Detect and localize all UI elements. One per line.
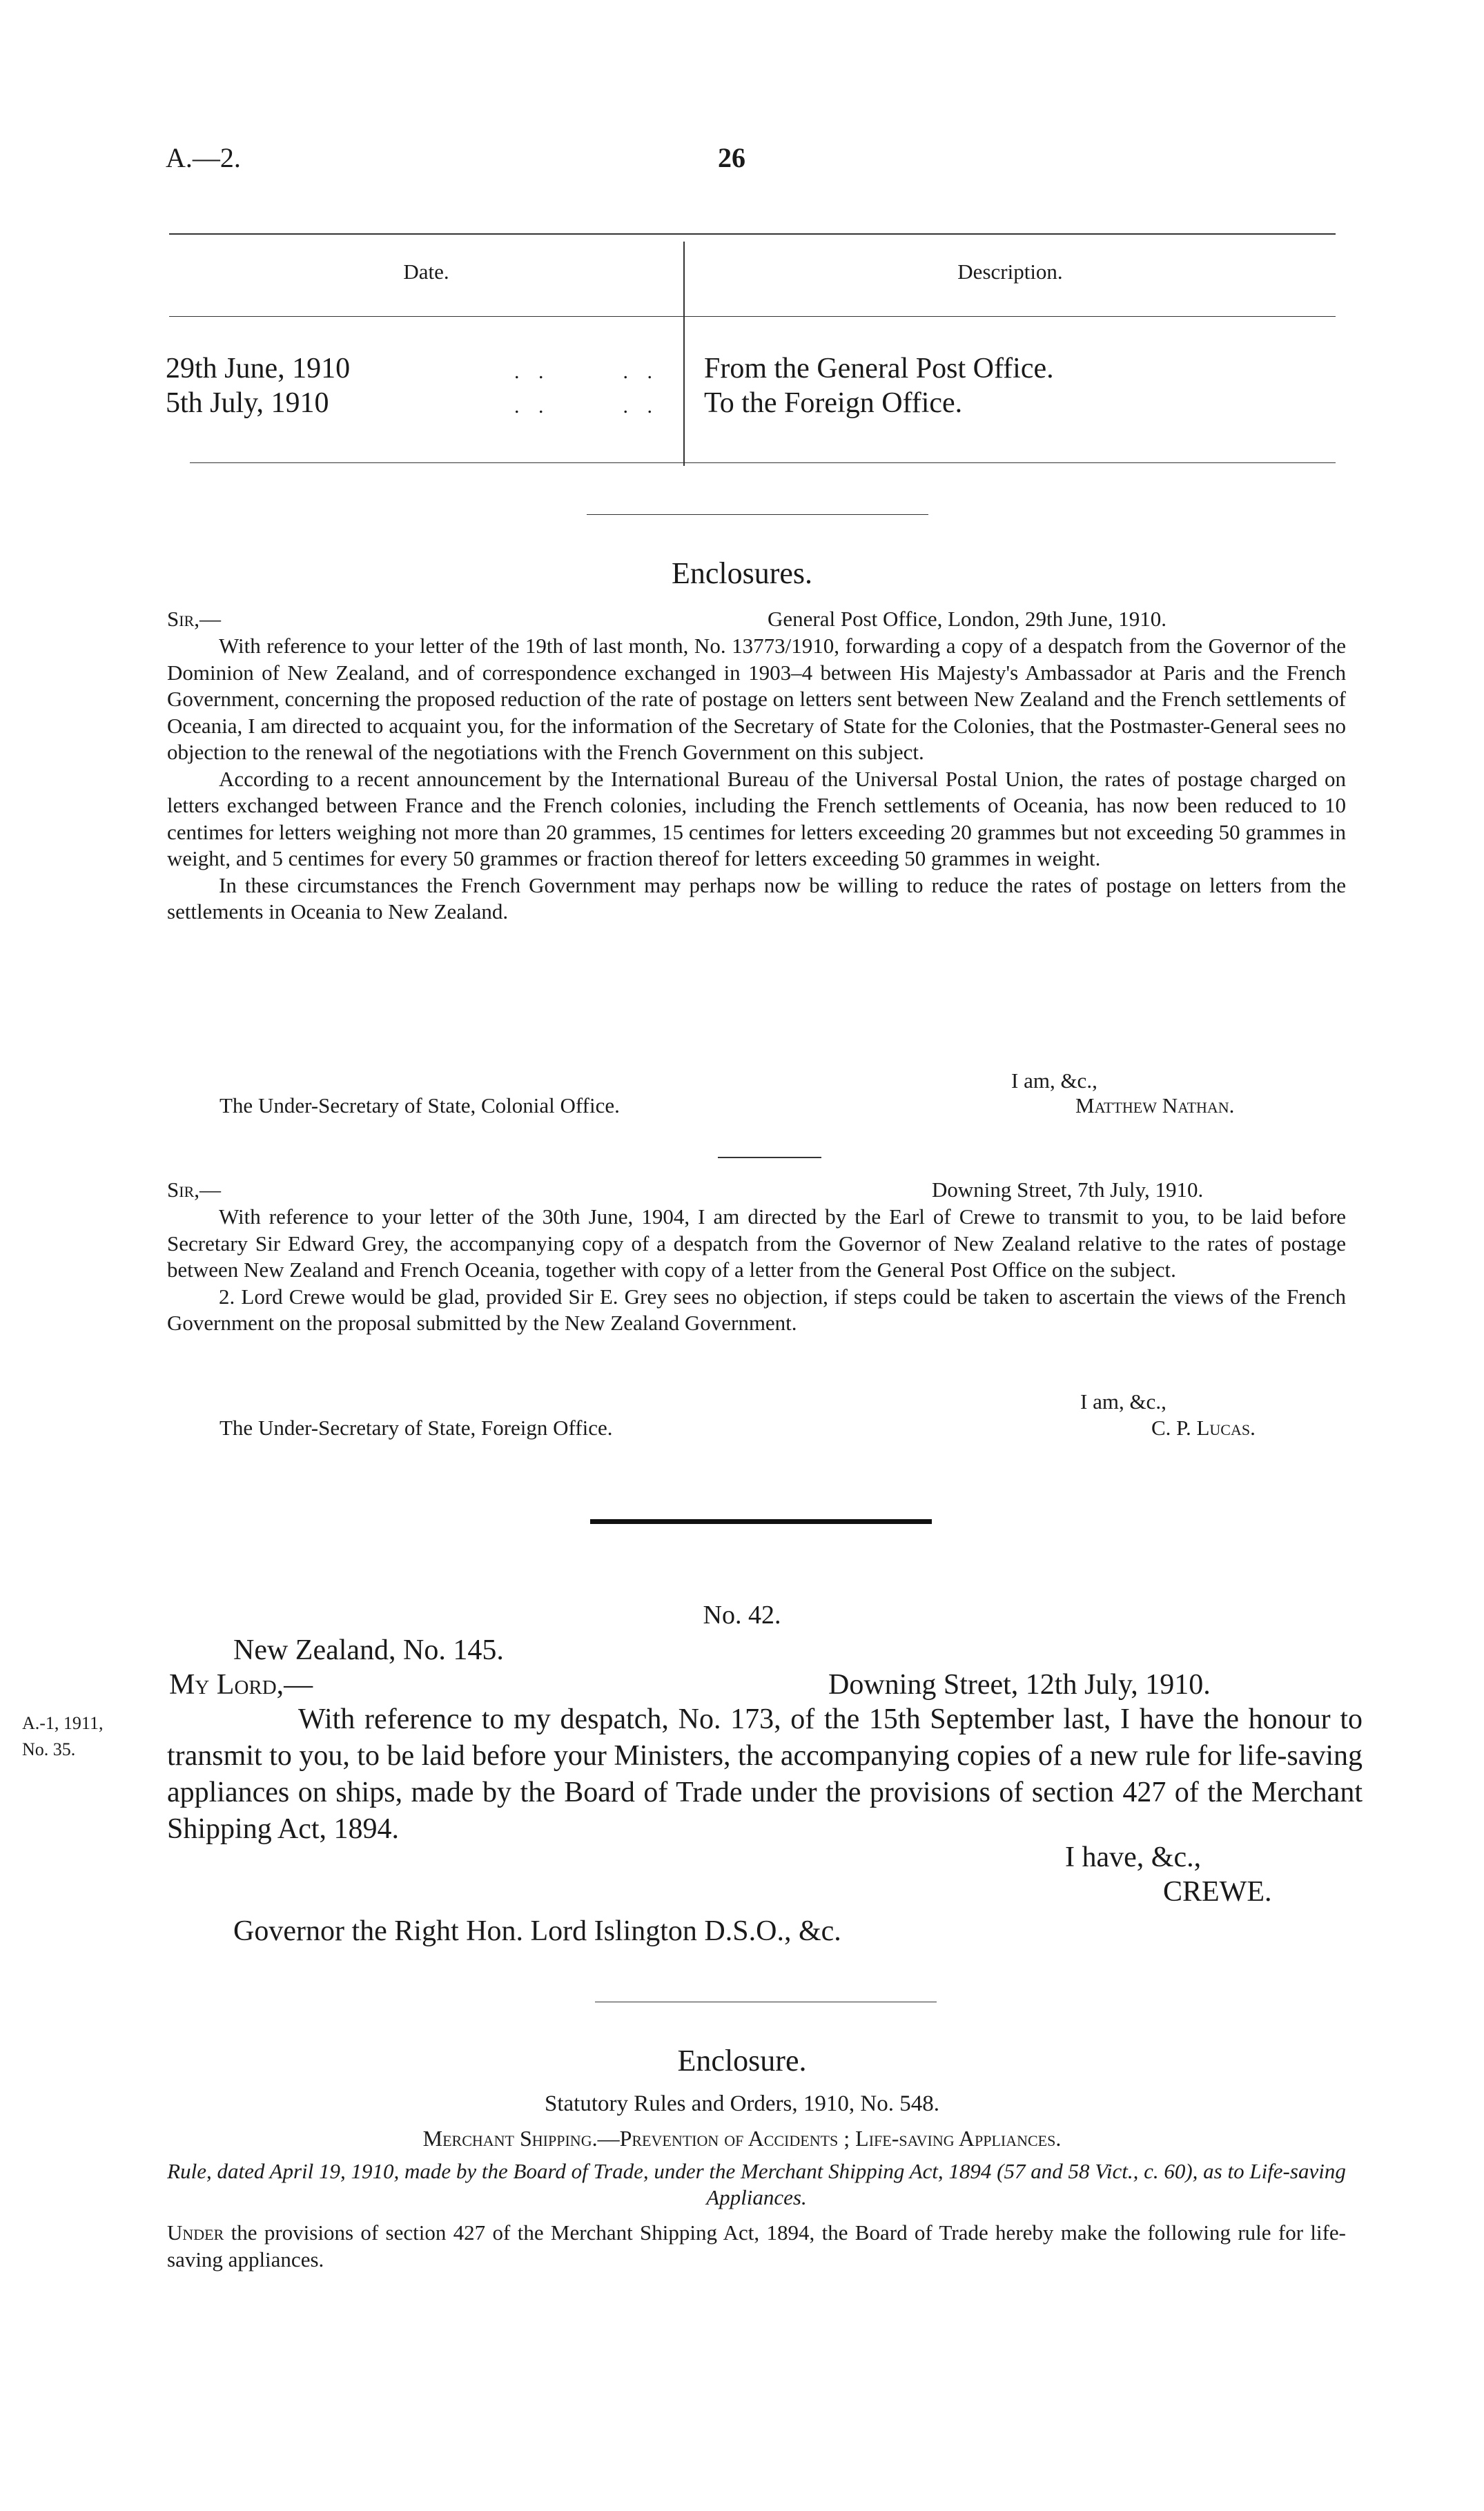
table-header-rule <box>169 316 1336 317</box>
divider-rule <box>587 514 928 515</box>
letter2-salutation: Sir,— <box>167 1178 221 1202</box>
despatch-number: No. 42. <box>703 1601 781 1630</box>
despatch-address: Downing Street, 12th July, 1910. <box>828 1669 1211 1701</box>
despatch-reference: New Zealand, No. 145. <box>233 1634 504 1666</box>
letter2-recipient: The Under-Secretary of State, Foreign Office. <box>219 1416 613 1440</box>
despatch-body <box>167 1701 1363 1848</box>
row-description: To the Foreign Office. <box>704 387 963 419</box>
margin-note: A.-1, 1911, <box>22 1713 104 1733</box>
letter1-body <box>167 633 1346 926</box>
statutory-reference: Statutory Rules and Orders, 1910, No. 548. <box>545 2091 939 2116</box>
despatch-signature: CREWE. <box>1163 1876 1272 1908</box>
letter2-body <box>167 1204 1346 1337</box>
enclosure-paragraph <box>167 2220 1346 2273</box>
table-bottom-rule <box>190 462 1336 463</box>
enclosure-subject: Merchant Shipping.—Prevention of Accidents ; Life-saving Appliances. <box>422 2126 1062 2151</box>
letter1-paragraph: In these circumstances the French Government may perhaps now be willing to reduce the rates of postage on letters from the settlements in Oceania to New Zealand. <box>167 872 1346 924</box>
despatch-closing: I have, &c., <box>1065 1841 1202 1873</box>
letter1-salutation: Sir,— <box>167 607 221 631</box>
table-row <box>166 385 329 422</box>
letter2-paragraph: With reference to your letter of the 30th June, 1904, I am directed by the Earl of Crewe to transmit to you, to be laid before Secretary Sir Edward Grey, the accompanying copy of a despatch from the Governor of New Zealand relative to the rates of postage between New Zealand and French Oceania, together with copy of a letter from the General Post Office on the subject. <box>167 1204 1346 1282</box>
divider-rule <box>718 1157 821 1158</box>
table-top-rule <box>169 233 1336 235</box>
enclosure-text: the provisions of section 427 of the Merchant Shipping Act, 1894, the Board of Trade hereby make the following rule for life-saving appliances. <box>167 2220 1346 2271</box>
enclosure-body <box>167 2220 1346 2273</box>
letter1-paragraph: With reference to your letter of the 19th of last month, No. 13773/1910, forwarding a copy of a despatch from the Governor of the Dominion of New Zealand, and of correspondence exchanged in 1903–4 between His Majesty's Ambassador at Paris and the French Government, concerning the proposed reduction of the rate of postage on letters sent between New Zealand and the French settlements of Oceania, I am directed to acquaint you, for the information of the Secretary of State for the Colonies, that the Postmaster-General sees no objection to the renewal of the negotiations with the French Government on this subject. <box>167 634 1346 764</box>
row-description: From the General Post Office. <box>704 353 1054 384</box>
row-date: 5th July, 1910 <box>166 387 329 419</box>
rule-title: Rule, dated April 19, 1910, made by the Board of Trade, under the Merchant Shipping Act, 1894 (57 and 58 Vict., c. 60), as to Life-saving Appliances. <box>167 2159 1346 2209</box>
enclosure-heading: Enclosure. <box>677 2044 807 2078</box>
letter1-recipient: The Under-Secretary of State, Colonial Office. <box>219 1093 620 1117</box>
enclosure-lead-word: Under <box>167 2220 224 2245</box>
page-ref: A.—2. <box>166 142 241 173</box>
letter2-closing: I am, &c., <box>1080 1389 1166 1414</box>
page-number: 26 <box>718 142 745 173</box>
letter1-closing: I am, &c., <box>1011 1068 1097 1093</box>
despatch-recipient: Governor the Right Hon. Lord Islington D.S.O., &c. <box>233 1915 841 1947</box>
column-header-description: Description. <box>957 260 1063 284</box>
table-row <box>166 351 350 387</box>
letter1-signature: Matthew Nathan. <box>1075 1093 1235 1117</box>
letter1-paragraph: According to a recent announcement by the International Bureau of the Universal Postal Union, the rates of postage charged on letters exchanged between France and the French colonies, including the French settlements of Oceania, has now been reduced to 10 centimes for letters weighing not more than 20 grammes, 15 centimes for letters exceeding 20 grammes but not exceeding 50 grammes in weight, and 5 centimes for every 50 grammes or fraction thereof for letters exceeding 50 grammes in weight. <box>167 766 1346 870</box>
column-header-date: Date. <box>403 260 449 284</box>
row-leader: . . . . <box>514 360 659 383</box>
despatch-paragraph: With reference to my despatch, No. 173, of the 15th September last, I have the honour to transmit to you, to be laid before your Ministers, the accompanying copies of a new rule for life-saving appliances on ships, made by the Board of Trade under the provisions of section 427 of the Merchant Shipping Act, 1894. <box>167 1703 1363 1845</box>
enclosures-heading: Enclosures. <box>671 556 813 590</box>
row-leader: . . . . <box>514 395 659 418</box>
letter2-signature: C. P. Lucas. <box>1151 1416 1256 1440</box>
row-date: 29th June, 1910 <box>166 353 351 384</box>
letter2-paragraph: 2. Lord Crewe would be glad, provided Sir E. Grey sees no objection, if steps could be taken to ascertain the views of the French Government on the proposal submitted by the New Zealand Government. <box>167 1284 1346 1335</box>
despatch-salutation: My Lord,— <box>169 1669 313 1701</box>
thick-divider-rule <box>590 1519 932 1524</box>
letter2-address: Downing Street, 7th July, 1910. <box>932 1178 1204 1202</box>
letter1-address: General Post Office, London, 29th June, 1910. <box>768 607 1166 631</box>
margin-note: No. 35. <box>22 1739 76 1759</box>
